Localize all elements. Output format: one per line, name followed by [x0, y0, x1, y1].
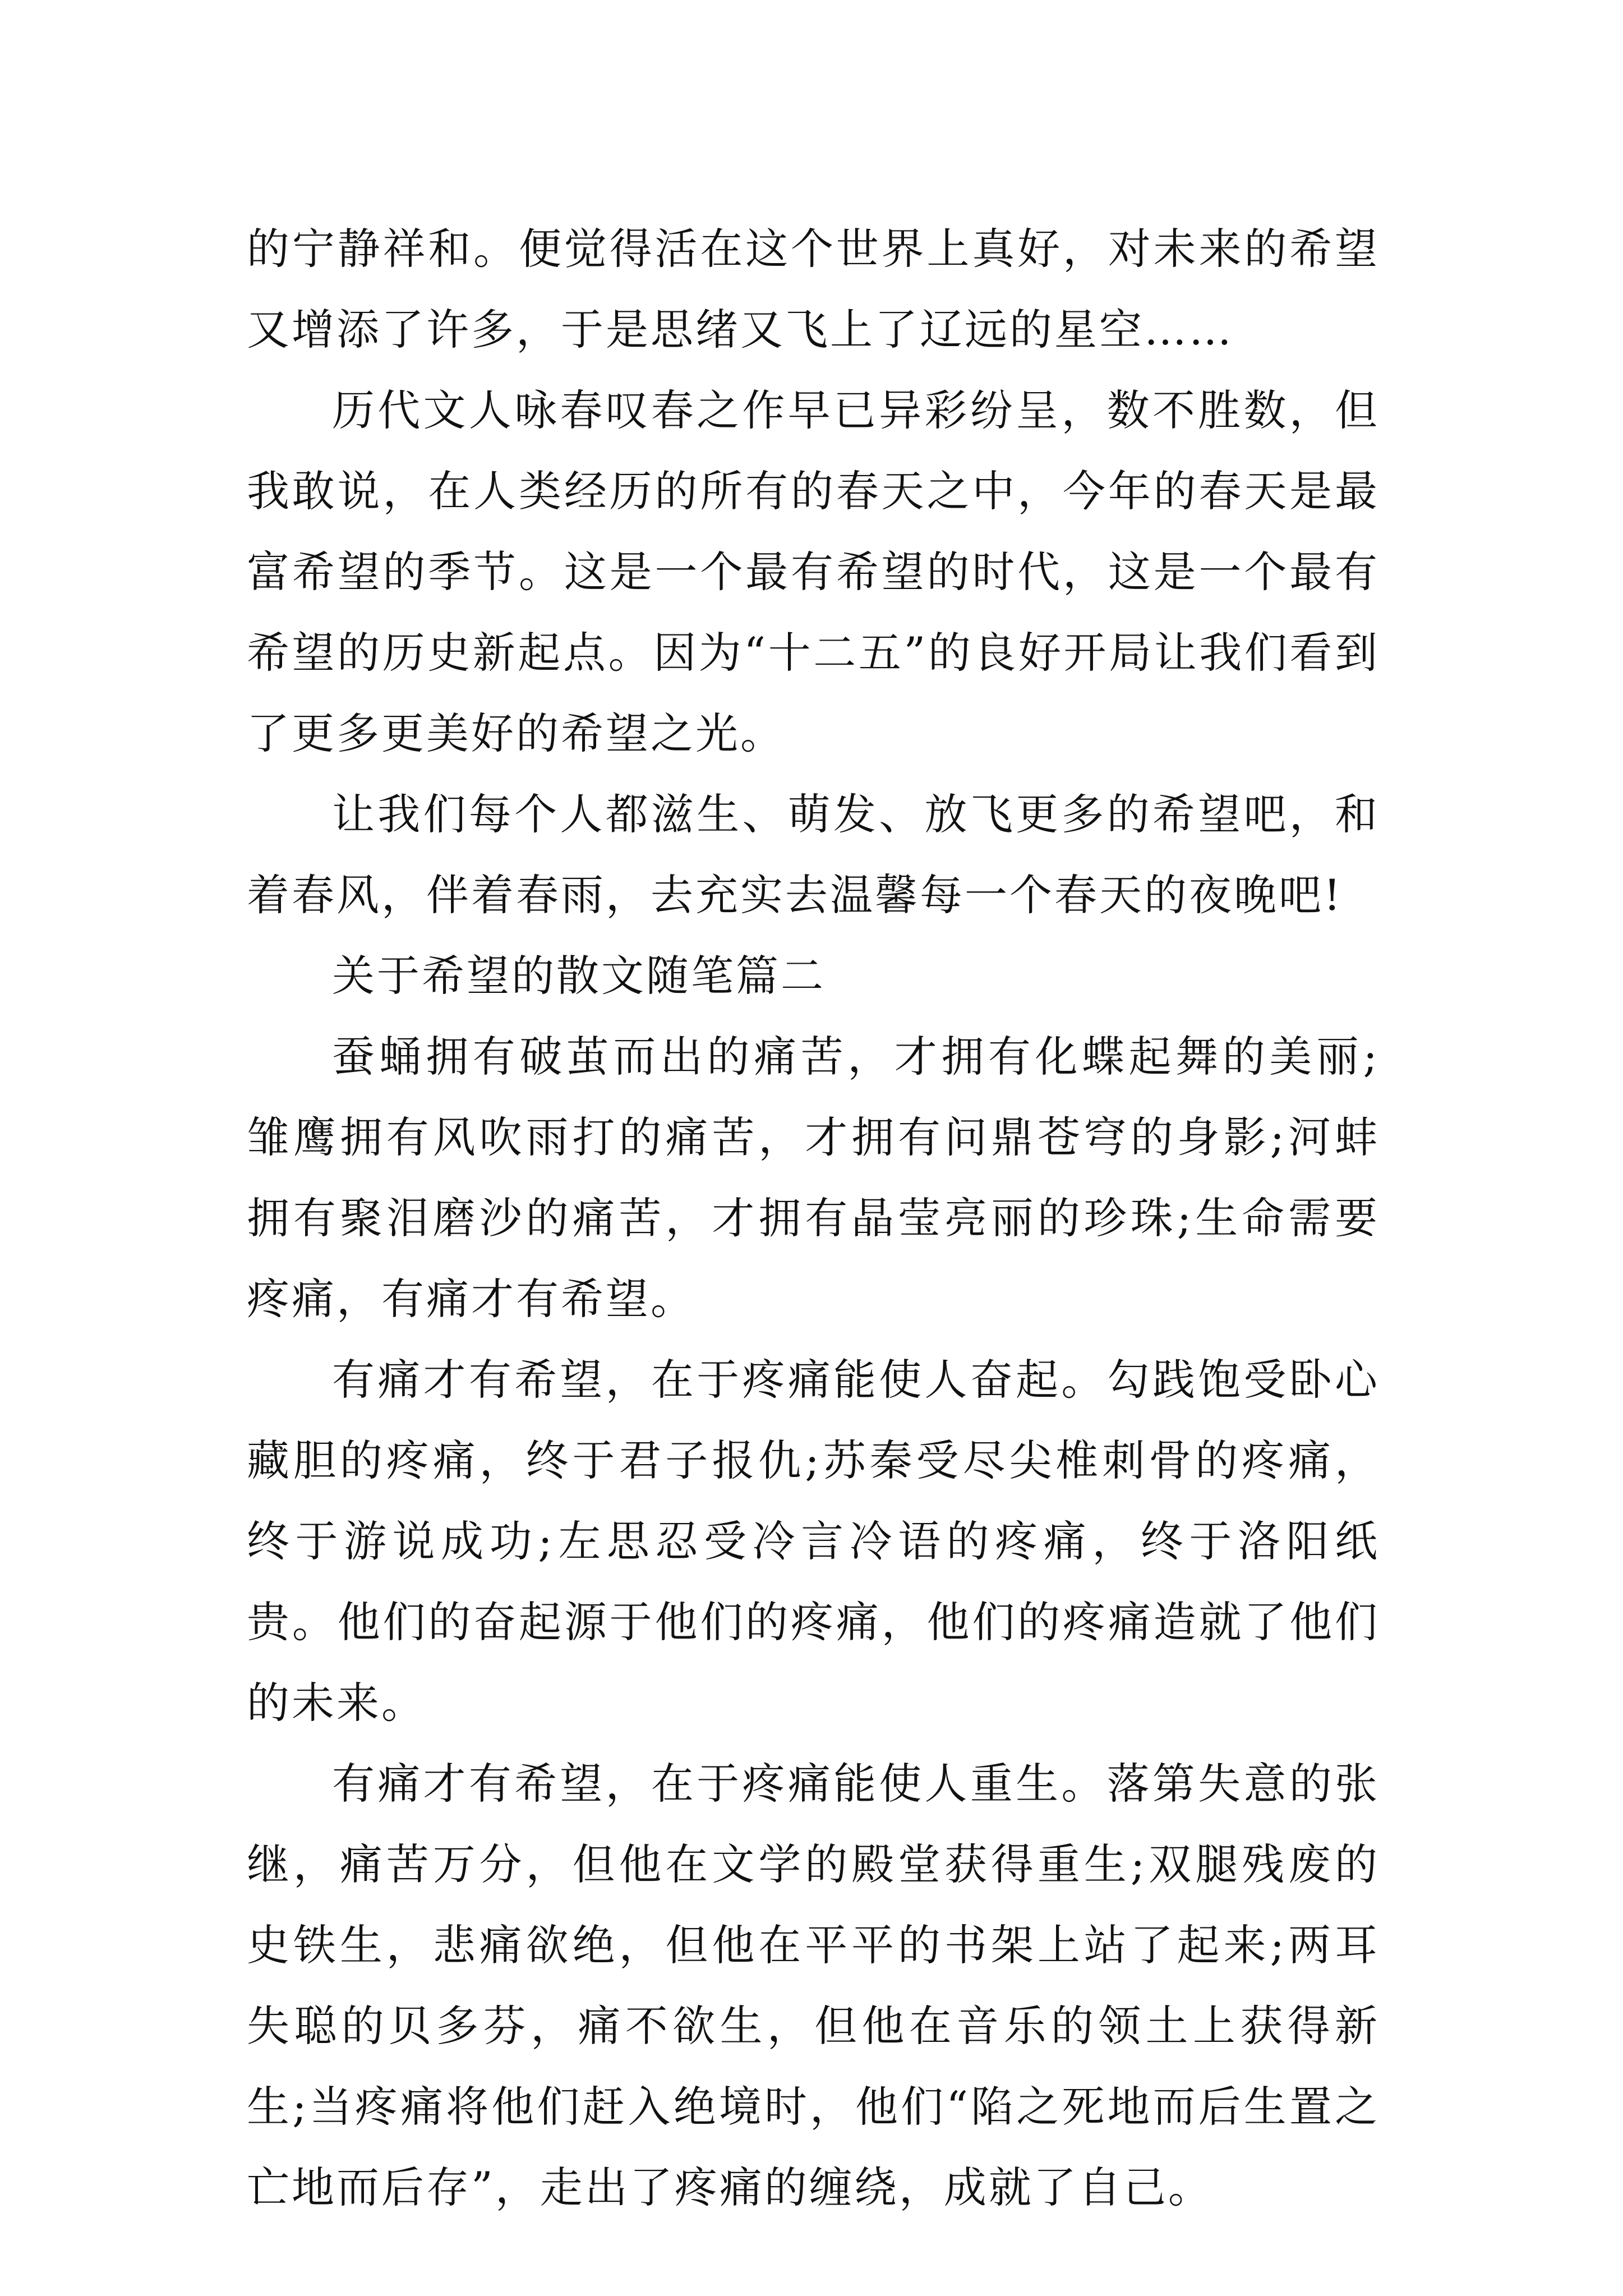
paragraph-pain-rise: 有痛才有希望，在于疼痛能使人奋起。勾践饱受卧心藏胆的疼痛，终于君子报仇;苏秦受尽尖椎刺骨的疼痛，终于游说成功;左思忍受冷言冷语的疼痛，终于洛阳纸贵。他们的奋起源于他们的疼痛，他们的疼痛造就了他们的未来。 — [247, 1355, 1380, 1728]
document-body — [247, 209, 1380, 2228]
paragraph-pain-rebirth: 有痛才有希望，在于疼痛能使人重生。落第失意的张继，痛苦万分，但他在文学的殿堂获得重生;双腿残废的史铁生，悲痛欲绝，但他在平平的书架上站了起来;两耳失聪的贝多芬，痛不欲生，但他在音乐的领土上获得新生;当疼痛将他们赶入绝境时，他们“陷之死地而后生置之亡地而后存”，走出了疼痛的缠绕，成就了自己。 — [247, 1759, 1380, 2212]
paragraph-pain-and-hope: 蚕蛹拥有破茧而出的痛苦，才拥有化蝶起舞的美丽;雏鹰拥有风吹雨打的痛苦，才拥有问鼎苍穹的身影;河蚌拥有聚泪磨沙的痛苦，才拥有晶莹亮丽的珍珠;生命需要疼痛，有痛才有希望。 — [247, 1032, 1380, 1324]
section-heading: 关于希望的散文随笔篇二 — [332, 951, 826, 1001]
paragraph-continuation: 的宁静祥和。便觉得活在这个世界上真好，对未来的希望又增添了许多，于是思绪又飞上了辽远的星空…… — [247, 224, 1380, 355]
paragraph-spring-hope: 历代文人咏春叹春之作早已异彩纷呈，数不胜数，但我敢说，在人类经历的所有的春天之中，今年的春天是最富希望的季节。这是一个最有希望的时代，这是一个最有希望的历史新起点。因为“十二五”的良好开局让我们看到了更多更美好的希望之光。 — [247, 385, 1380, 758]
paragraph-call-to-hope: 让我们每个人都滋生、萌发、放飞更多的希望吧，和着春风，伴着春雨，去充实去温馨每一个春天的夜晚吧! — [247, 789, 1380, 920]
